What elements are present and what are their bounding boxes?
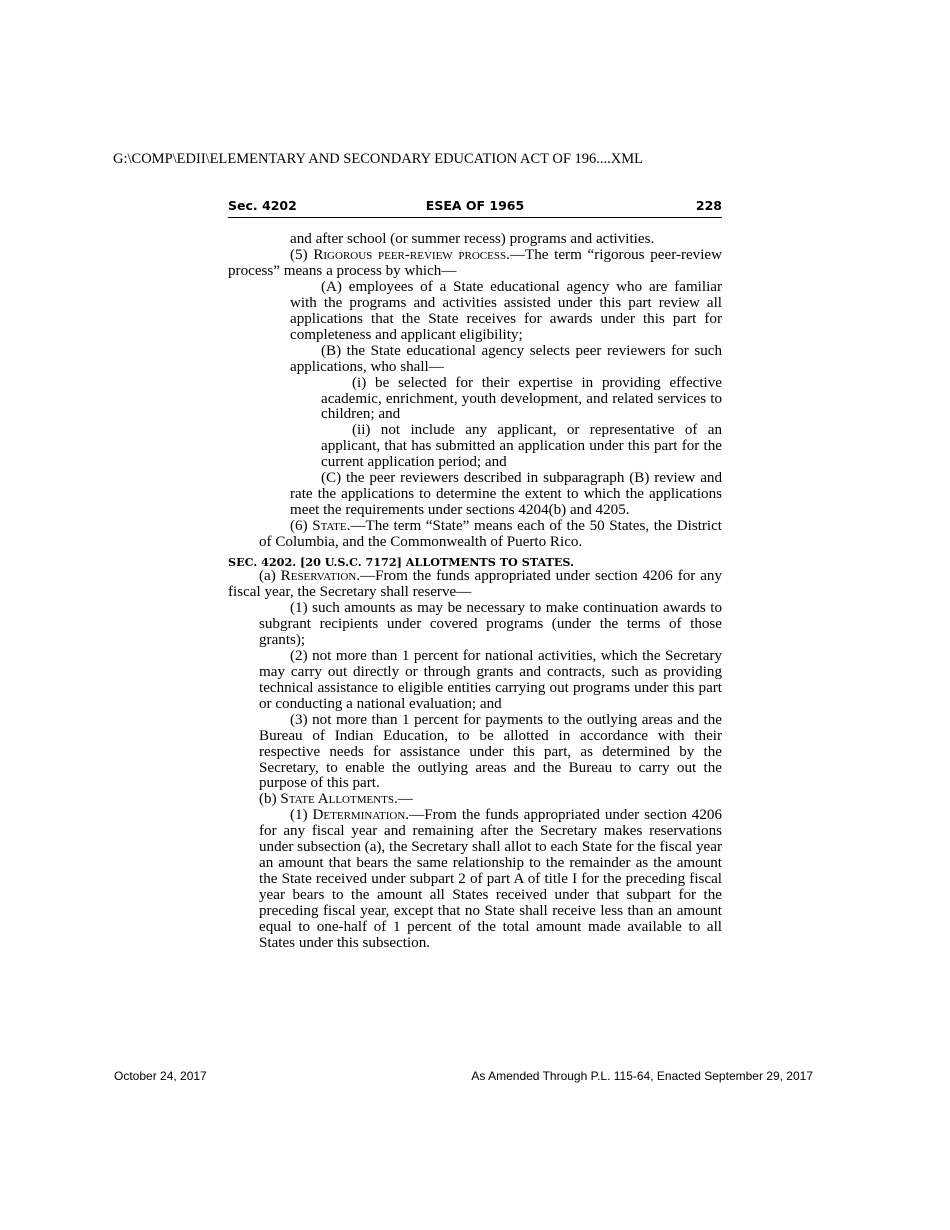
- subparagraph-c: (C) the peer reviewers described in subparagraph (B) review and rate the applications to determine the extent to which the applications meet the requirements under sections 4204(b) and 4205.: [290, 470, 722, 519]
- term-heading: Reservation.: [280, 568, 361, 585]
- subparagraph-a: (A) employees of a State educational agency who are familiar with the programs and activities assisted under this part review all applications that the State receives for awards under this part for completeness and applicant eligibility;: [290, 278, 722, 343]
- definition-5: [228, 248, 722, 280]
- paragraph-number: (1): [290, 807, 313, 824]
- paragraph-number: (a): [259, 568, 281, 585]
- running-header: [228, 197, 722, 218]
- term-heading: Determination.: [312, 807, 410, 824]
- document-title: ESEA OF 1965: [425, 198, 525, 213]
- page-number: 228: [695, 198, 722, 213]
- paragraph: and after school (or summer recess) programs and activities.: [290, 231, 655, 247]
- file-path: G:\COMP\EDII\ELEMENTARY AND SECONDARY EDUCATION ACT OF 196....XML: [113, 151, 643, 167]
- paragraph-text: —From the funds appropriated under section 4206 for any fiscal year, the Secretary shall reserve—: [228, 568, 722, 601]
- paragraph-b1: [228, 808, 722, 952]
- paragraph-number: (5): [290, 246, 314, 263]
- paragraph-text: —From the funds appropriated under section 4206 for any fiscal year and remaining after the Secretary makes reservations under subsection (a), the Secretary shall allot to each State for the fiscal year an amount that bears the same relationship to the remainder as the amount the State received under subpart 2 of part A of title I for the preceding fiscal year bears to the amount all States received under that subpart for the preceding fiscal year, except that no State shall receive less than an amount equal to one-half of 1 percent of the total amount made available to all States under this subsection.: [259, 807, 722, 951]
- paragraph-text: —: [397, 791, 413, 808]
- section-label: Sec. 4202: [228, 198, 297, 213]
- clause-i: (i) be selected for their expertise in providing effective academic, enrichment, youth development, and related services to children; and: [321, 374, 722, 423]
- paragraph-text: —The term “State” means each of the 50 States, the District of Columbia, and the Commonwealth of Puerto Rico.: [259, 518, 722, 551]
- footer-amended: As Amended Through P.L. 115-64, Enacted September 29, 2017: [471, 1069, 813, 1083]
- clause-ii: (ii) not include any applicant, or representative of an applicant, that has submitted an application under this part for the current application period; and: [321, 422, 722, 471]
- paragraph-number: (b): [259, 791, 281, 808]
- paragraph-number: (6): [290, 518, 313, 535]
- subparagraph-b: (B) the State educational agency selects peer reviewers for such applications, who shall—: [290, 342, 722, 375]
- footer-date: October 24, 2017: [114, 1069, 207, 1083]
- document-body: [228, 232, 722, 952]
- term-heading: Rigorous peer-review process.: [313, 246, 510, 263]
- paragraph-text: —The term “rigorous peer-review process” means a process by which—: [228, 246, 723, 279]
- paragraph-3: (3) not more than 1 percent for payments to the outlying areas and the Bureau of Indian Education, to be allotted in accordance with their respective needs for assistance under this part, as determined by the Secretary, to enable the outlying areas and the Bureau to carry out the purpose of this part.: [259, 711, 722, 792]
- subsection-a: [228, 569, 722, 601]
- definition-6: [228, 519, 722, 551]
- section-heading: SEC. 4202. [20 U.S.C. 7172] ALLOTMENTS TO STATES.: [228, 555, 574, 570]
- term-heading: State Allotments.: [280, 791, 398, 808]
- term-heading: State.: [312, 518, 351, 535]
- paragraph-1: (1) such amounts as may be necessary to make continuation awards to subgrant recipients under covered programs (under the terms of those grants);: [259, 599, 722, 648]
- subsection-b: [228, 792, 722, 808]
- paragraph-2: (2) not more than 1 percent for national activities, which the Secretary may carry out directly or through grants and contracts, such as providing technical assistance to eligible entities carrying out programs under this part or conducting a national evaluation; and: [259, 647, 722, 712]
